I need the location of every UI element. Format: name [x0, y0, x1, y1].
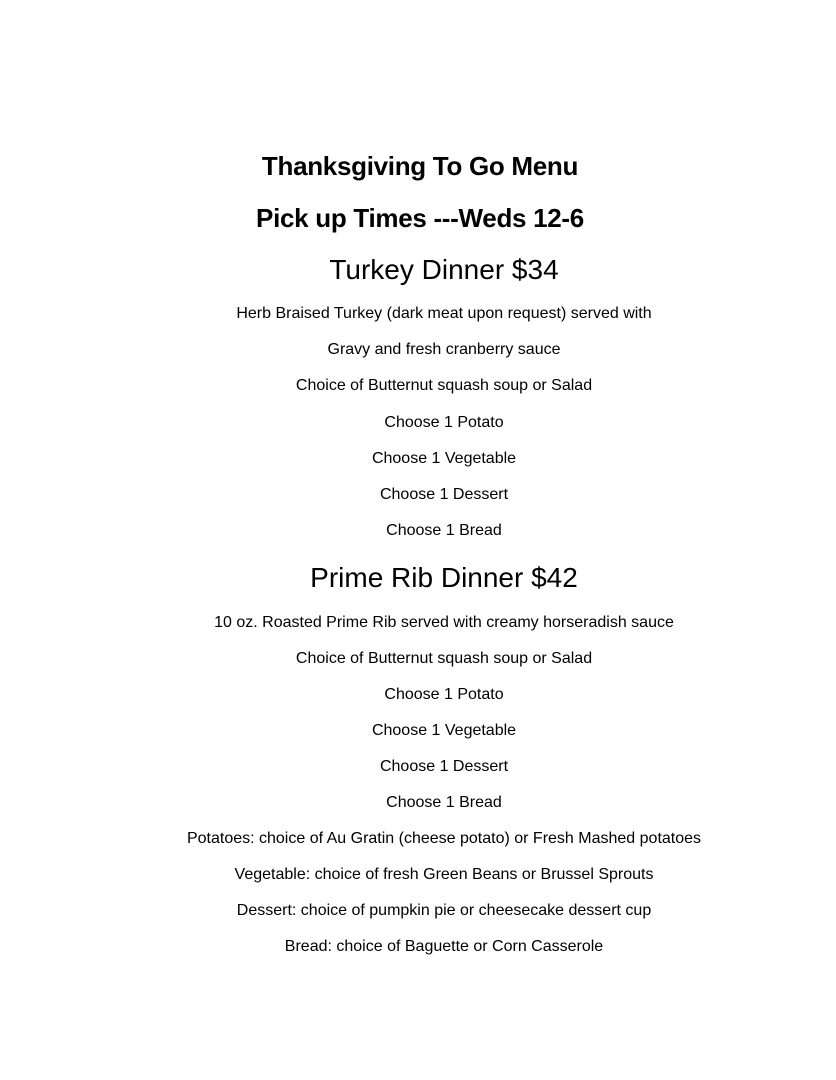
choice-bread: Bread: choice of Baguette or Corn Casserole	[284, 938, 604, 955]
choice-dessert: Dessert: choice of pumpkin pie or cheesecake dessert cup	[236, 902, 652, 919]
prime-rib-line: Choice of Butternut squash soup or Salad	[295, 650, 593, 667]
choice-potatoes: Potatoes: choice of Au Gratin (cheese potato) or Fresh Mashed potatoes	[186, 830, 702, 847]
turkey-line: Choose 1 Dessert	[379, 486, 509, 503]
prime-rib-line: Choose 1 Vegetable	[371, 722, 517, 739]
prime-rib-line: Choose 1 Bread	[386, 794, 502, 811]
turkey-line: Choice of Butternut squash soup or Salad	[295, 377, 593, 394]
prime-rib-line: Choose 1 Potato	[384, 686, 504, 703]
turkey-dinner-heading: Turkey Dinner $34	[329, 254, 559, 285]
turkey-line: Choose 1 Bread	[386, 522, 502, 539]
turkey-line: Choose 1 Potato	[384, 414, 504, 431]
prime-rib-dinner-heading: Prime Rib Dinner $42	[310, 562, 578, 593]
pickup-times: Pick up Times ---Weds 12-6	[256, 203, 584, 233]
menu-title: Thanksgiving To Go Menu	[261, 151, 579, 181]
turkey-line: Choose 1 Vegetable	[371, 450, 517, 467]
turkey-line: Gravy and fresh cranberry sauce	[327, 341, 561, 358]
prime-rib-line: Choose 1 Dessert	[379, 758, 509, 775]
prime-rib-line: 10 oz. Roasted Prime Rib served with creamy horseradish sauce	[214, 614, 674, 631]
turkey-line: Herb Braised Turkey (dark meat upon request) served with	[236, 305, 652, 322]
choice-vegetable: Vegetable: choice of fresh Green Beans or Brussel Sprouts	[234, 866, 654, 883]
